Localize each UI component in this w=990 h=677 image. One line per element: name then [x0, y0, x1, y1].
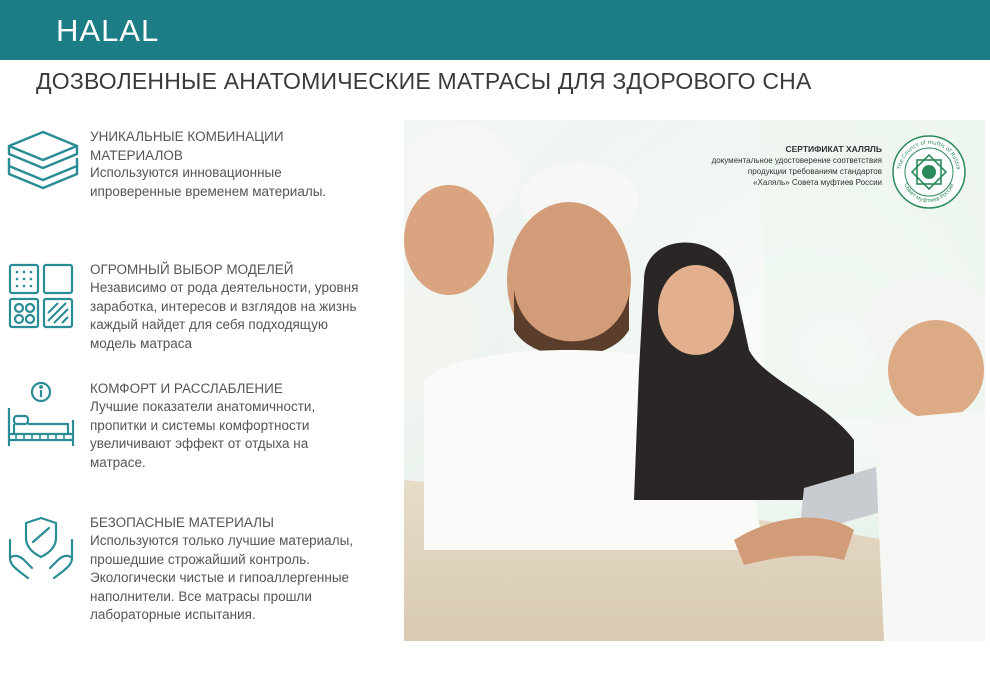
feature-models-title: ОГРОМНЫЙ ВЫБОР МОДЕЛЕЙ: [90, 262, 294, 277]
feature-materials-desc: Используются инновационные ипроверенные временем материалы.: [90, 165, 327, 199]
svg-text:Совет муфтиев России: Совет муфтиев России: [902, 182, 956, 205]
feature-safe-title: БЕЗОПАСНЫЕ МАТЕРИАЛЫ: [90, 515, 274, 530]
layers-icon: [5, 128, 77, 200]
feature-materials-title: УНИКАЛЬНЫЕ КОМБИНАЦИИ МАТЕРИАЛОВ: [90, 129, 284, 163]
bed-comfort-icon: [6, 380, 78, 452]
brand-title: HALAL: [56, 13, 160, 48]
halal-seal-icon: [891, 134, 967, 210]
halal-certificate-text: СЕРТИФИКАТ ХАЛЯЛЬ документальное удостоверение соответствия продукции требованиям стандартов «Халяль» Совета муфтиев России: [711, 144, 882, 187]
feature-comfort-desc: Лучшие показатели анатомичности, пропитки и системы комфортности увеличивают эффект от отдыха на матрасе.: [90, 399, 316, 470]
page-subtitle: ДОЗВОЛЕННЫЕ АНАТОМИЧЕСКИЕ МАТРАСЫ ДЛЯ ЗДОРОВОГО СНА: [36, 68, 812, 94]
svg-text:The Council of muftis of Russi: The Council of muftis of Russia: [897, 139, 961, 171]
family-photo: [404, 120, 985, 641]
header-banner: [0, 0, 990, 60]
feature-comfort-title: КОМФОРТ И РАССЛАБЛЕНИЕ: [90, 381, 283, 396]
shield-hands-icon: [6, 514, 78, 586]
mattress-samples-icon: [8, 263, 80, 335]
feature-models-desc: Независимо от рода деятельности, уровня заработка, интересов и взглядов на жизнь каждый найдет для себя подходящую модель матраса: [90, 280, 359, 351]
feature-safe-desc: Используются только лучшие материалы, прошедшие строжайший контроль. Экологически чистые и гипоаллергенные наполнители. Все матрасы прошли лабораторные испытания.: [90, 533, 354, 622]
